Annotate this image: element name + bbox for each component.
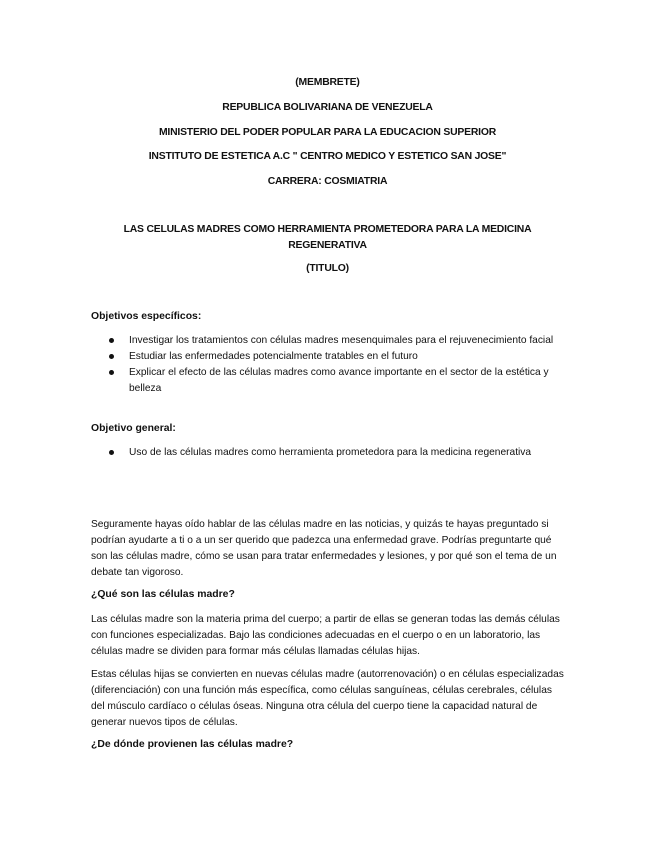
career-name: CARRERA: COSMIATRIA xyxy=(267,176,388,187)
ministry-name: MINISTERIO DEL PODER POPULAR PARA LA EDUCACION SUPERIOR xyxy=(158,127,497,138)
bullet-icon xyxy=(109,338,114,343)
specific-objectives-heading: Objetivos específicos: xyxy=(91,311,202,322)
paragraph-daughter-cells: Estas células hijas se convierten en nuevas células madre (autorrenovación) o en células especializadas (diferenciación) con una función más específica, como células sanguíneas, células cerebrales, células del músculo cardíaco o células óseas. Ninguna otra célula del cuerpo tiene la capacidad natural de generar nuevos tipos de células. xyxy=(91,669,564,728)
specific-objectives-list xyxy=(0,333,569,397)
intro-paragraph: Seguramente hayas oído hablar de las células madre en las noticias, y quizás te hayas preguntado si podrían ayudarte a ti o a un ser querido que padezca una enfermedad grave. Podrías preguntarte qué son las células madre, cómo se usan para tratar enfermedades y lesiones, y por qué son el tema de un debate tan vigoroso. xyxy=(91,519,557,578)
bullet-icon xyxy=(109,370,114,375)
bullet-icon xyxy=(109,354,114,359)
general-objective-heading: Objetivo general: xyxy=(91,423,176,434)
document-title: LAS CELULAS MADRES COMO HERRAMIENTA PROMETEDORA PARA LA MEDICINA REGENERATIVA xyxy=(123,224,532,251)
paragraph-definition: Las células madre son la materia prima del cuerpo; a partir de ellas se generan todas las demás células con funciones especializadas. Bajo las condiciones adecuadas en el cuerpo o en un laboratorio, las células madre se dividen para formar más células llamadas células hijas. xyxy=(91,614,560,657)
institute-name: INSTITUTO DE ESTETICA A.C " CENTRO MEDICO Y ESTETICO SAN JOSE" xyxy=(148,151,507,162)
list-item: Investigar los tratamientos con células madres mesenquimales para el rejuvenecimiento facial xyxy=(0,333,569,349)
bullet-icon xyxy=(109,450,114,455)
question-heading-what: ¿Qué son las células madre? xyxy=(91,589,235,600)
title-placeholder: (TITULO) xyxy=(306,263,349,274)
list-item: Explicar el efecto de las células madres como avance importante en el sector de la estética y belleza xyxy=(0,365,569,397)
general-objective-list xyxy=(0,445,569,461)
list-item: Estudiar las enfermedades potencialmente tratables en el futuro xyxy=(0,349,569,365)
list-item: Uso de las células madres como herramienta prometedora para la medicina regenerativa xyxy=(0,445,569,461)
letterhead-placeholder: (MEMBRETE) xyxy=(295,77,360,88)
question-heading-origin: ¿De dónde provienen las células madre? xyxy=(91,739,294,750)
republic-name: REPUBLICA BOLIVARIANA DE VENEZUELA xyxy=(222,102,433,113)
